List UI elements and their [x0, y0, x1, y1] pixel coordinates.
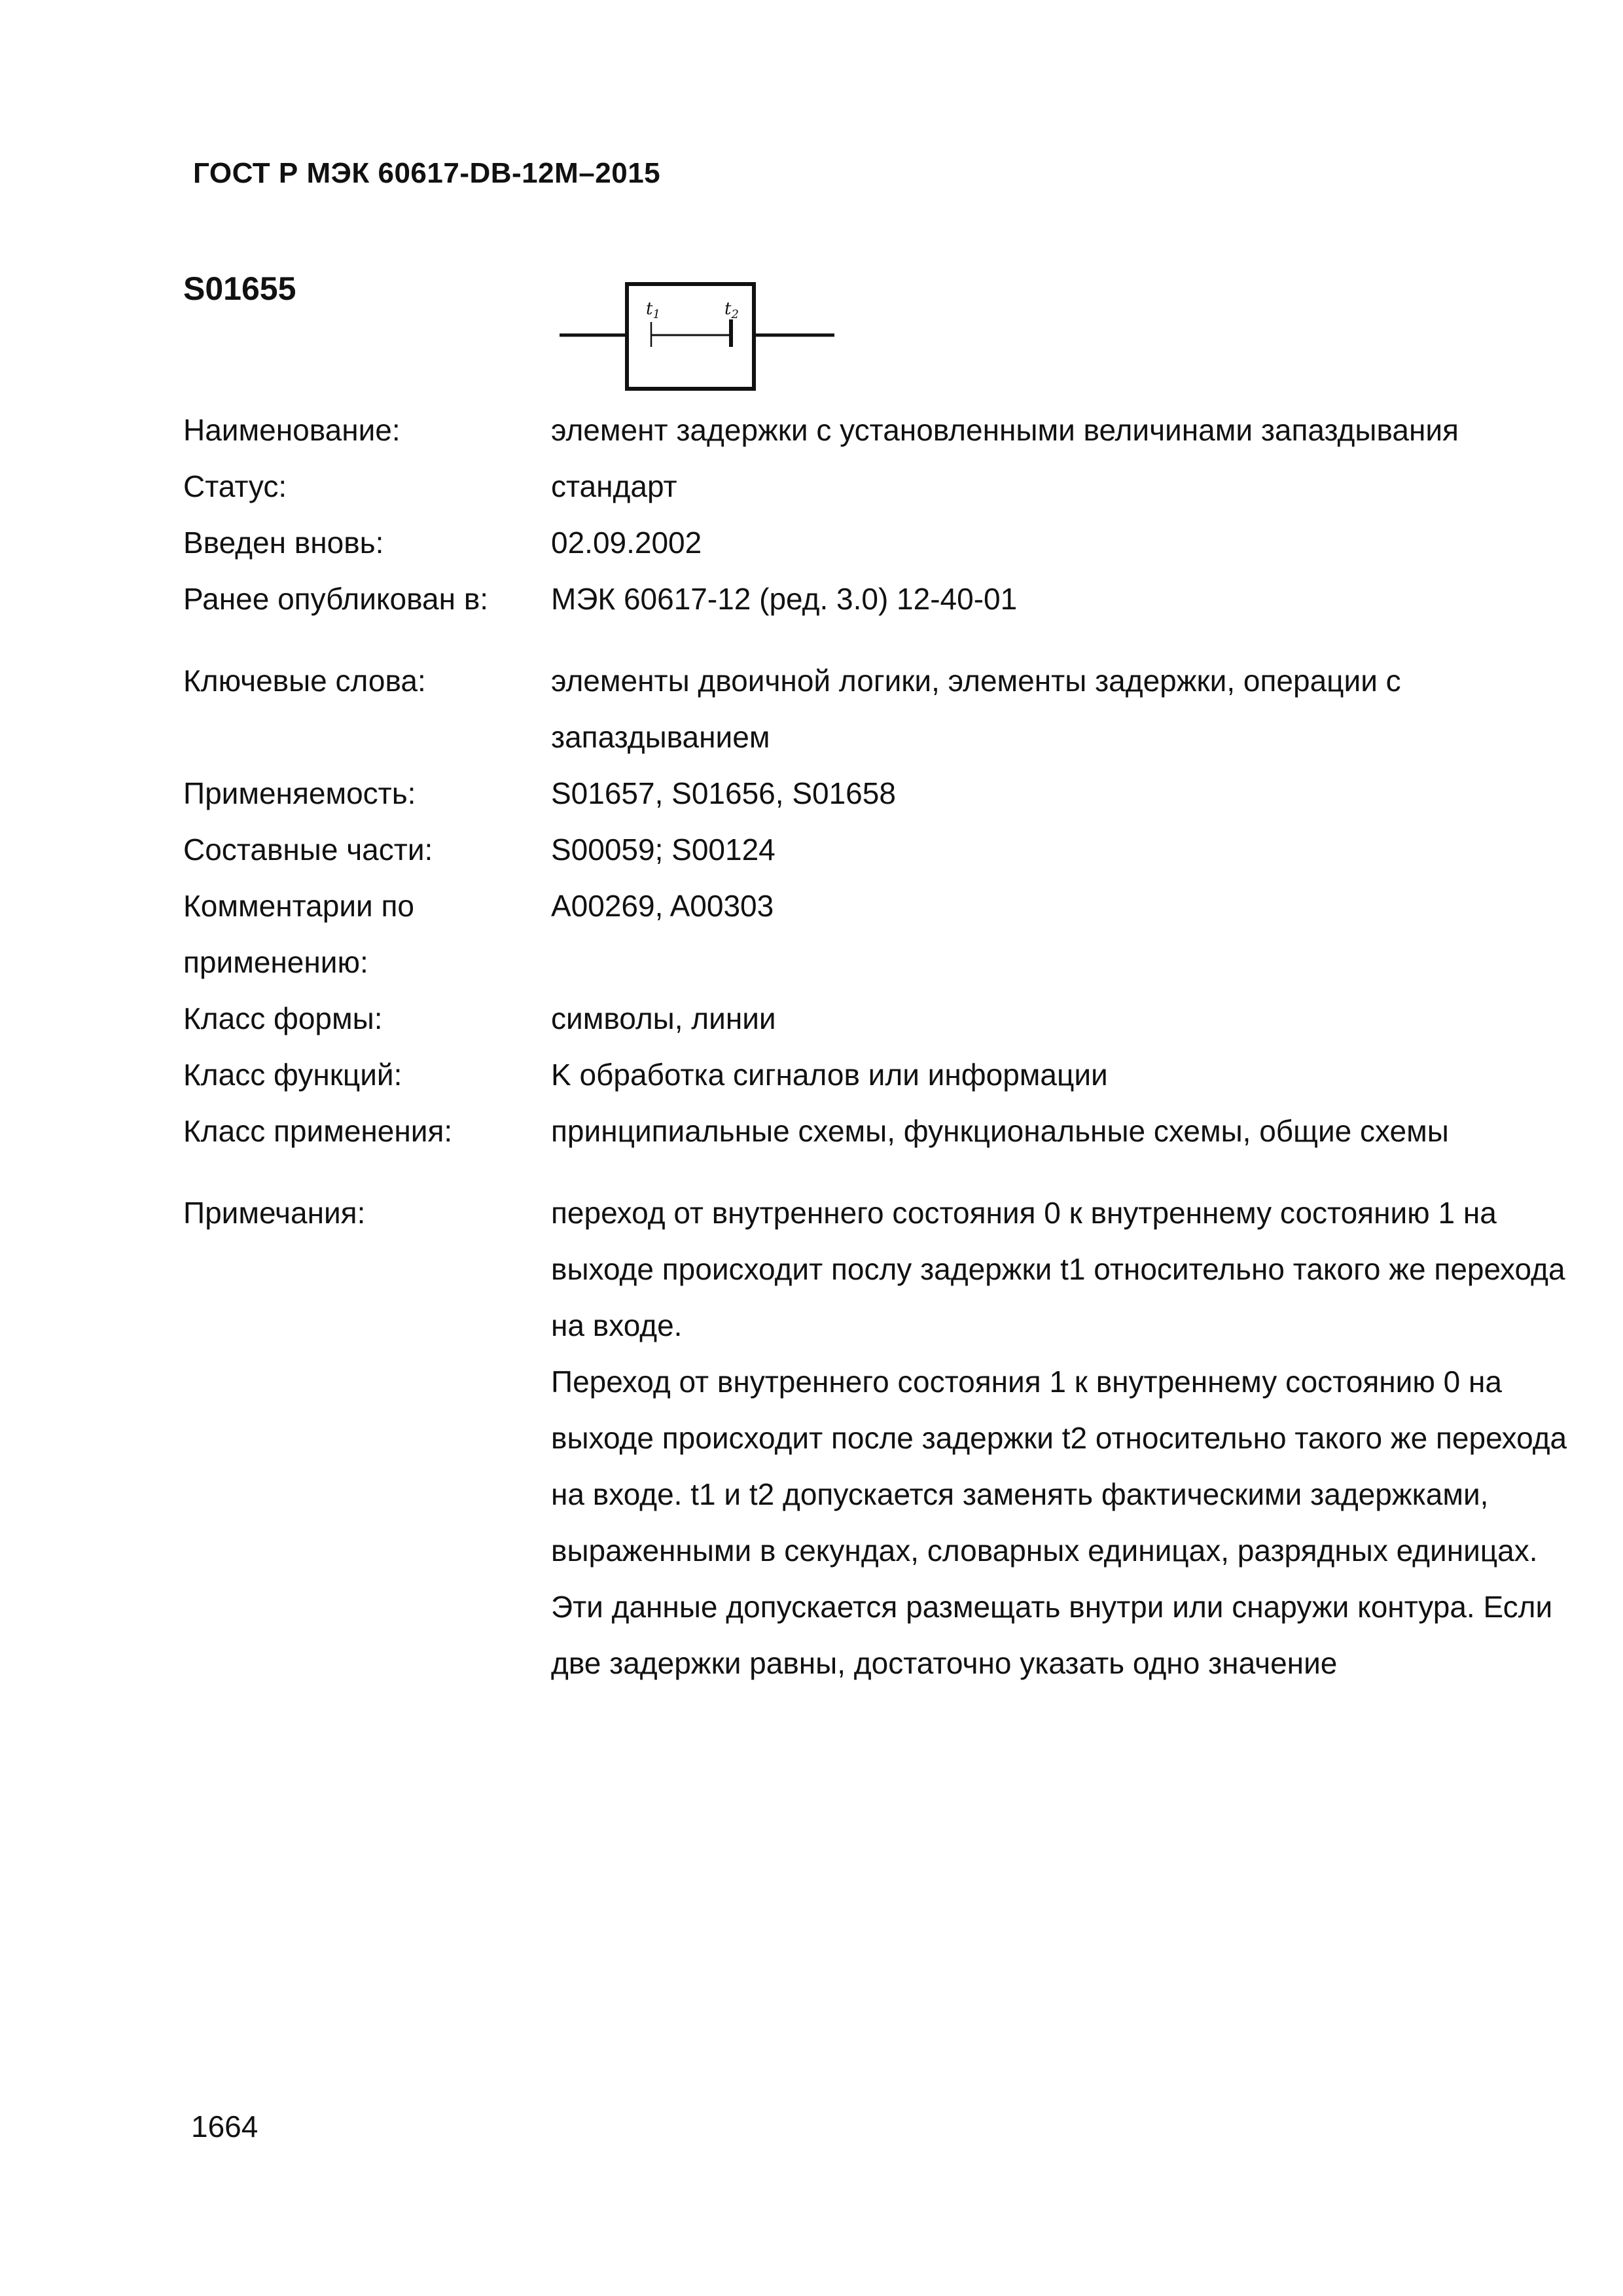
note-paragraph: Переход от внутреннего состояния 1 к внутреннему состоянию 0 на выходе происходит после задержки t2 относительно такого же перехода на входе. t1 и t2 допускается заменять фактическими задержками, выраженными в секундах, словарных единицах, разрядных единицах. [551, 1365, 1567, 1568]
field-label: Ранее опубликован в: [183, 582, 489, 616]
note-paragraph: Эти данные допускается размещать внутри или снаружи контура. Если две задержки равны, достаточно указать одно значение [551, 1590, 1553, 1680]
field-label: Составные части: [183, 833, 433, 867]
field-label: Примечания: [183, 1196, 366, 1230]
field-value: элементы двоичной логики, элементы задержки, операции с запаздыванием [551, 664, 1401, 754]
label-t1: $t_1$ [646, 299, 660, 321]
field-label: Введен вновь: [183, 526, 384, 560]
field-label: Класс применения: [183, 1114, 453, 1148]
field-components [183, 821, 1571, 878]
field-value: A00269, A00303 [551, 889, 774, 923]
field-label: Наименование: [183, 413, 401, 447]
field-keywords [183, 653, 1571, 765]
page-number: 1664 [191, 2109, 259, 2144]
field-notes [183, 1185, 1571, 1691]
symbol-code: S01655 [183, 270, 296, 307]
field-value: 02.09.2002 [551, 526, 702, 560]
field-label: Применяемость: [183, 776, 416, 810]
field-value: S00059; S00124 [551, 833, 776, 867]
field-applicability [183, 765, 1571, 821]
field-shape-class [183, 990, 1571, 1047]
field-status [183, 458, 1571, 514]
field-value: символы, линии [551, 1001, 776, 1035]
field-value: МЭК 60617-12 (ред. 3.0) 12-40-01 [551, 582, 1018, 616]
label-t2: $t_2$ [724, 299, 739, 321]
field-label: Класс функций: [183, 1058, 402, 1092]
field-value: S01657, S01656, S01658 [551, 776, 896, 810]
field-introduced [183, 514, 1571, 571]
field-application-comments [183, 878, 1571, 990]
attribute-list [183, 402, 1571, 1691]
field-application-class [183, 1103, 1571, 1159]
field-value: стандарт [551, 469, 677, 503]
field-label: Ключевые слова: [183, 664, 426, 698]
field-previously-published [183, 571, 1571, 627]
field-value: принципиальные схемы, функциональные схемы, общие схемы [551, 1114, 1449, 1148]
field-value: K обработка сигналов или информации [551, 1058, 1108, 1092]
document-header: ГОСТ Р МЭК 60617-DB-12M–2015 [193, 157, 661, 189]
delay-element-symbol [560, 275, 834, 393]
field-function-class [183, 1047, 1571, 1103]
note-paragraph: переход от внутреннего состояния 0 к внутреннему состоянию 1 на выходе происходит послу задержки t1 относительно такого же перехода на входе. [551, 1196, 1565, 1342]
field-label: Комментарии по применению: [183, 889, 414, 979]
field-label: Статус: [183, 469, 287, 503]
field-label: Класс формы: [183, 1001, 383, 1035]
field-value [551, 1185, 1571, 1691]
field-value: элемент задержки с установленными величинами запаздывания [551, 413, 1459, 447]
field-name [183, 402, 1571, 458]
